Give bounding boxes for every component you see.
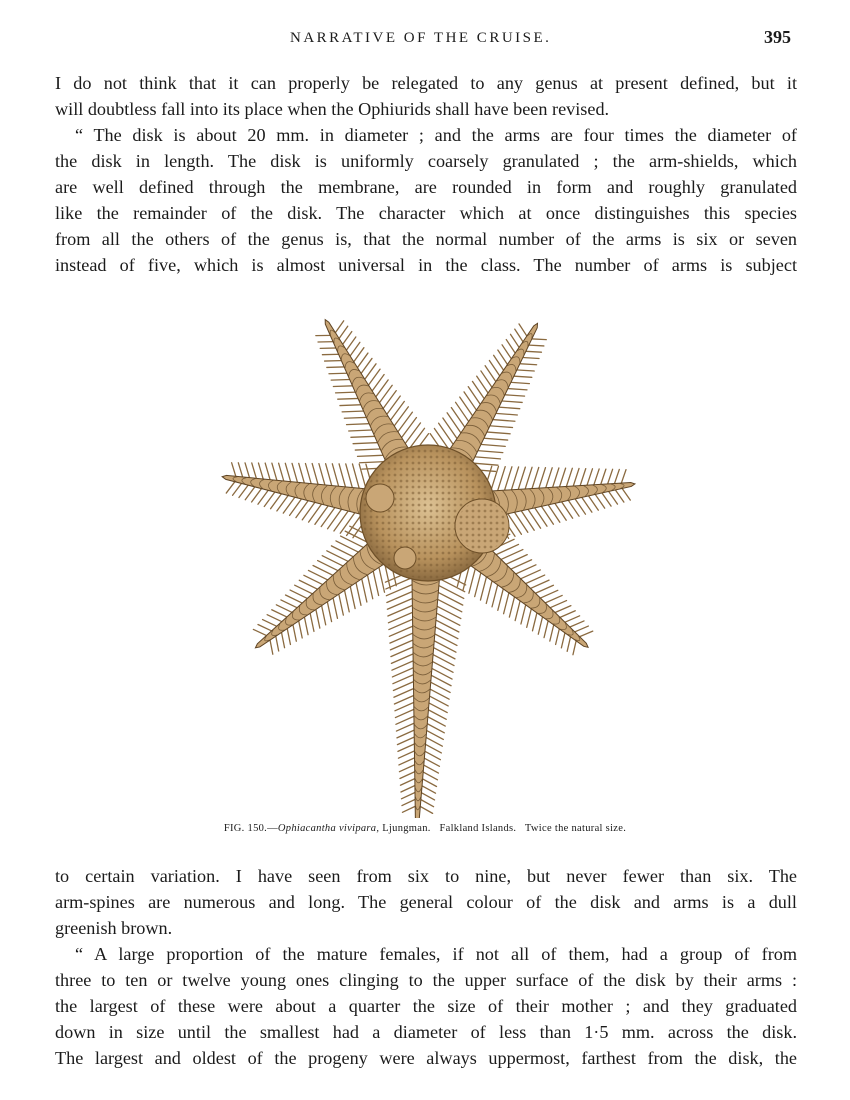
brittle-star-illustration: [200, 298, 655, 818]
figure-scale-note: Twice the natural size.: [524, 823, 627, 834]
body-text-top: [55, 70, 797, 278]
arm-spine: [619, 470, 628, 485]
text-line: I do not think that it can properly be relegated to any genus at present defined, but it: [55, 73, 797, 93]
text-line: from all the others of the genus is, that the normal number of the arms is six or seven: [55, 229, 797, 249]
arm-spine: [401, 791, 416, 799]
text-line: will doubtless fall into its place when the Ophiurids shall have been revised.: [55, 99, 610, 119]
arm-spine: [402, 798, 417, 806]
text-line: instead of five, which is almost universal in the class. The number of arms is subject: [55, 255, 797, 275]
arm-spine: [402, 805, 416, 813]
running-title: NARRATIVE OF THE CRUISE.: [290, 30, 552, 46]
species-author: Ljungman.: [382, 823, 431, 834]
figure-label: FIG. 150.—: [223, 823, 278, 834]
text-line: “ A large proportion of the mature females, if not all of them, had a group of from: [75, 944, 797, 964]
arm-spine: [420, 792, 435, 800]
arm: [377, 552, 467, 818]
text-line: are well defined through the membrane, are rounded in form and roughly granulated: [55, 177, 797, 197]
arm-spine: [401, 784, 417, 792]
arm-spine: [419, 799, 434, 807]
text-line: three to ten or twelve young ones clinging to the upper surface of the disk by their arms :: [55, 970, 797, 990]
text-line: The largest and oldest of the progeny were always uppermost, farthest from the disk, the: [55, 1048, 797, 1068]
text-line: arm-spines are numerous and long. The general colour of the disk and arms is a dull: [55, 892, 797, 912]
arm-spine: [400, 777, 416, 786]
running-head: [0, 27, 850, 52]
text-line: the largest of these were about a quarter the size of their mother ; and they graduated: [55, 996, 797, 1016]
text-line: “ The disk is about 20 mm. in diameter ; and the arms are four times the diameter of: [75, 125, 797, 145]
text-line: to certain variation. I have seen from six to nine, but never fewer than six. The: [55, 866, 797, 886]
text-line: down in size until the smallest had a diameter of less than 1·5 mm. across the disk.: [55, 1022, 797, 1042]
juvenile-disk: [394, 547, 416, 569]
juvenile-disk-granulation: [457, 501, 507, 551]
figure-caption: [0, 823, 850, 834]
juvenile-disk: [366, 484, 394, 512]
text-line: the disk in length. The disk is uniformly coarsely granulated ; the arm-shields, which: [55, 151, 797, 171]
figure-brittle-star: [200, 298, 655, 818]
arm-spine: [419, 806, 433, 814]
text-line: like the remainder of the disk. The character which at once distinguishes this species: [55, 203, 797, 223]
figure-locality: Falkland Islands.: [439, 823, 517, 834]
species-name: Ophiacantha vivipara,: [277, 823, 380, 834]
page-number: 395: [764, 27, 791, 47]
body-text-bottom: [55, 863, 797, 1071]
text-line: greenish brown.: [55, 918, 173, 938]
